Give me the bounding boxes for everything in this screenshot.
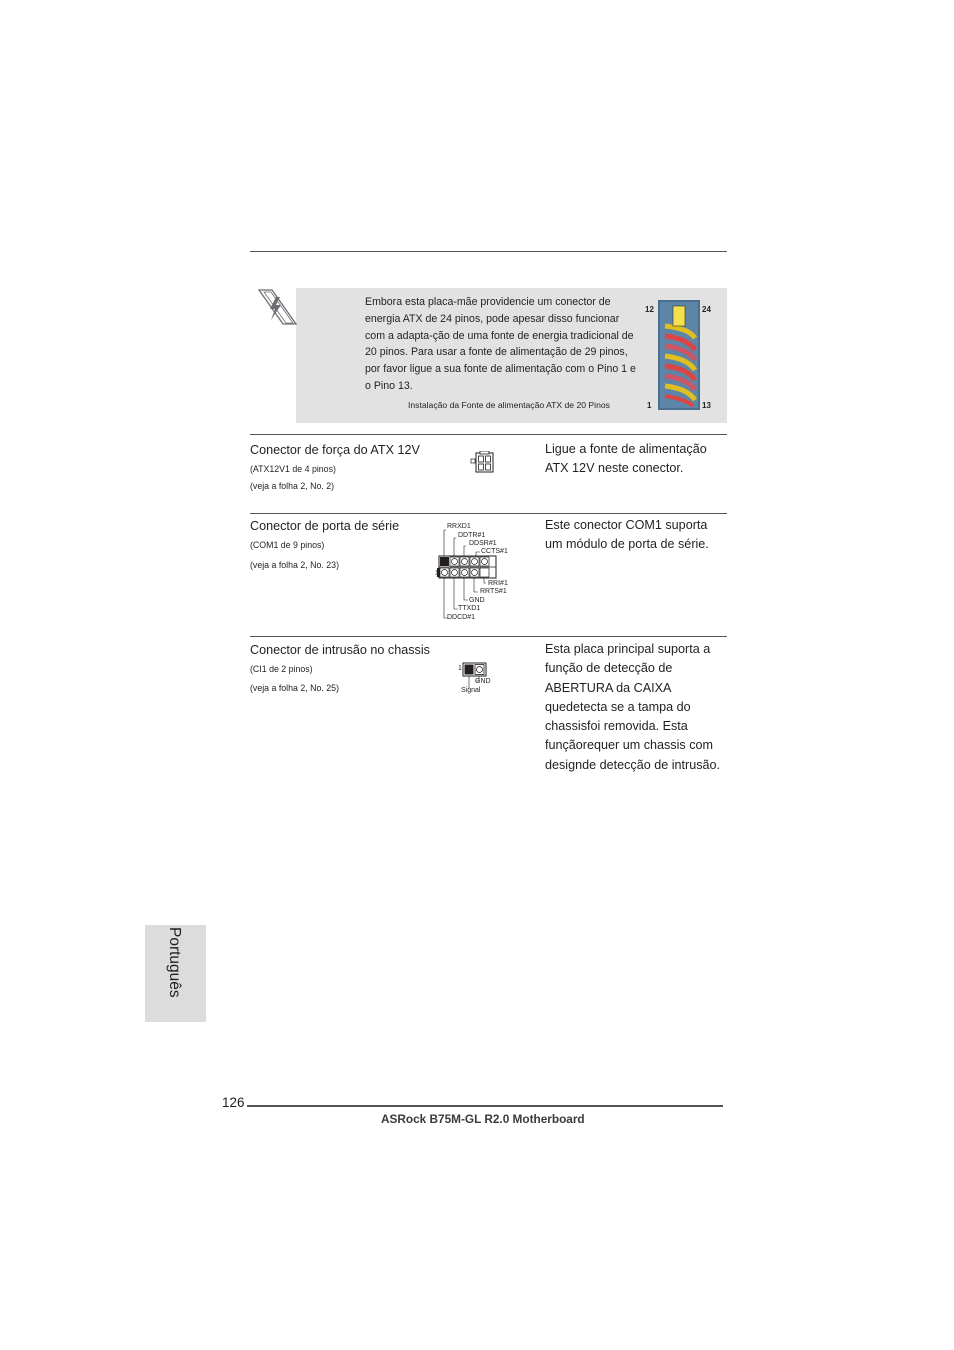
section-subtitle: (ATX12V1 de 4 pinos)	[250, 464, 336, 474]
footer-model: ASRock B75M-GL R2.0 Motherboard	[381, 1112, 585, 1126]
section-subtitle: (COM1 de 9 pinos)	[250, 540, 325, 550]
pin-label-top-right: 24	[702, 305, 711, 314]
section-subtitle: (CI1 de 2 pinos)	[250, 664, 313, 674]
com1-pin-gnd: GND	[469, 597, 485, 604]
top-rule	[250, 251, 727, 252]
pin-label-top-left: 12	[645, 305, 654, 314]
note-caption: Instalação da Fonte de alimentação ATX de 20 Pinos	[408, 400, 610, 410]
com1-pin-rrxd1: RRXD1	[447, 523, 471, 530]
ci1-pin-signal: Signal	[461, 687, 481, 694]
section-ref: (veja a folha 2, No. 25)	[250, 683, 339, 693]
com1-pin-ccts1: CCTS#1	[481, 548, 508, 555]
section-description: Esta placa principal suporta a função de detecção de ABERTURA da CAIXA quedetecta se a tampa do chassisfoi removida. Esta funçãorequer um chassis com designde detecção de intrusão.	[545, 642, 721, 772]
ci1-pin-gnd: GND	[475, 678, 491, 685]
com1-pin-ttxd1: TTXD1	[458, 605, 481, 612]
section-rule	[250, 434, 727, 435]
language-side-tab-label: Português	[166, 927, 183, 998]
com1-pin-ddtr1: DDTR#1	[458, 532, 486, 539]
section-description: Ligue a fonte de alimentação ATX 12V neste conector.	[545, 442, 707, 476]
note-text: Embora esta placa-mãe providencie um conector de energia ATX de 24 pinos, pode apesar disso funcionar com a adapta-ção de uma fonte de energia tradicional de 20 pinos. Para usar a fonte de alimentação de 29 pinos, por favor ligue a sua fonte de alimentação com o Pino 1 e o Pino 13.	[365, 296, 636, 392]
section-title: Conector de força do ATX 12V	[250, 443, 420, 457]
ci1-pin-1: 1	[458, 665, 462, 672]
page-number: 126	[222, 1095, 245, 1110]
atx12v-connector-icon	[470, 451, 496, 480]
footer-rule	[247, 1105, 723, 1107]
warning-icon	[256, 287, 298, 332]
section-rule	[250, 636, 727, 637]
section-ref: (veja a folha 2, No. 23)	[250, 560, 339, 570]
com1-pin-rrts1: RRTS#1	[480, 588, 507, 595]
section-title: Conector de intrusão no chassis	[250, 643, 430, 657]
section-description: Este conector COM1 suporta um módulo de porta de série.	[545, 518, 709, 552]
pin-label-bottom-right: 13	[702, 401, 711, 410]
section-ref: (veja a folha 2, No. 2)	[250, 481, 335, 491]
com1-pin-1: 1	[435, 570, 439, 577]
com1-pin-ddsr1: DDSR#1	[469, 540, 497, 547]
section-title: Conector de porta de série	[250, 519, 400, 533]
com1-pin-rri1: RRI#1	[488, 580, 508, 587]
pin-label-bottom-left: 1	[647, 401, 652, 410]
section-rule	[250, 513, 727, 514]
com1-pin-ddcd1: DDCD#1	[447, 614, 476, 621]
